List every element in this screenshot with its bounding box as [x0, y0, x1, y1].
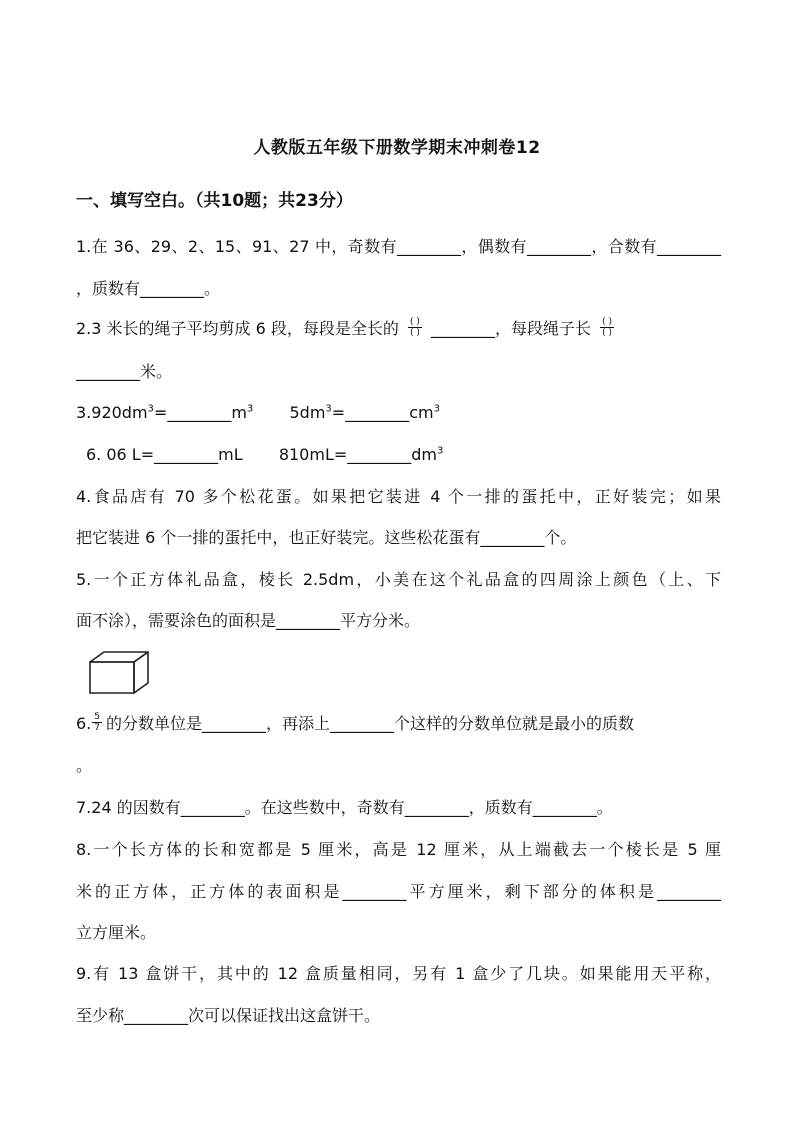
- q3-expr-2: [289, 403, 439, 422]
- q6-fraction-den: 7: [94, 723, 100, 733]
- q3-expr-1a: 3.920dm: [76, 403, 148, 422]
- q3-expr-4: [279, 445, 444, 464]
- q3-expr-1: [76, 403, 253, 422]
- q6-fraction-num: 5: [94, 712, 100, 722]
- cube-front-face: [90, 662, 134, 693]
- q6-line-2: 。: [76, 756, 93, 775]
- q3-exp-5: 3: [437, 445, 444, 457]
- page-title: 人教版五年级下册数学期末冲刺卷12: [253, 138, 541, 158]
- q8-line-2: 米的正方体，正方体的表面积是________平方厘米，剩下部分的体积是________: [76, 882, 721, 901]
- q2-fraction-1-den: ( ): [409, 328, 420, 338]
- q2-text-2: ________，每段绳子长: [430, 319, 591, 338]
- q9-line-2: 至少称________次可以保证找出这盒饼干。: [76, 1006, 381, 1025]
- q2-fraction-1: [408, 317, 422, 338]
- q2-line-1: [76, 318, 721, 340]
- q2-fraction-2-num: ( ): [602, 317, 612, 327]
- section-heading: 一、填写空白。（共10题；共23分）: [76, 191, 353, 211]
- q1-line-1: 1.在 36、29、2、15、91、27 中，奇数有________，偶数有________，合数有________: [76, 237, 721, 256]
- q3-expr-1b: =________m: [153, 403, 247, 422]
- q4-line-1: 4.食品店有 70 多个松花蛋。如果把它装进 4 个一排的蛋托中，正好装完；如果: [76, 487, 721, 506]
- q5-line-1: 5.一个正方体礼品盒，棱长 2.5dm，小美在这个礼品盒的四周涂上颜色（上、下: [76, 570, 721, 589]
- q3-line-2: [86, 444, 731, 466]
- q7-line-1: 7.24 的因数有________。在这些数中，奇数有________，质数有________。: [76, 798, 613, 817]
- q3-expr-2b: =________cm: [331, 403, 434, 422]
- q2-line-2: ________米。: [76, 362, 173, 381]
- q4-line-2: 把它装进 6 个一排的蛋托中，也正好装完。这些松花蛋有________个。: [76, 528, 577, 547]
- q3-line-1: [76, 402, 721, 424]
- q6-text-2: 的分数单位是________，再添上________个这样的分数单位就是最小的质数: [106, 714, 635, 733]
- q1-line-2: ，质数有________。: [76, 279, 221, 298]
- q9-line-1: 9.有 13 盒饼干，其中的 12 盒质量相同，另有 1 盒少了几块。如果能用天平称，: [76, 964, 721, 983]
- q2-fraction-2-den: ( ): [602, 328, 612, 338]
- q5-line-2: 面不涂），需要涂色的面积是________平方分米。: [76, 611, 421, 630]
- q3-exp-3: 3: [325, 403, 332, 415]
- q3-expr-2a: 5dm: [289, 403, 326, 422]
- q3-exp-1: 3: [147, 403, 154, 415]
- q2-fraction-2: [600, 317, 614, 338]
- q3-expr-4a: 810mL=________dm: [278, 445, 437, 464]
- q6-fraction: [92, 712, 102, 733]
- cube-figure: [88, 650, 152, 696]
- q3-expr-3: 6. 06 L=________mL: [86, 445, 243, 464]
- q6-text-1: 6.: [76, 714, 92, 733]
- q8-line-1: 8.一个长方体的长和宽都是 5 厘米，高是 12 厘米，从上端截去一个棱长是 5 厘: [76, 840, 721, 859]
- q8-line-3: 立方厘米。: [76, 923, 157, 942]
- q2-fraction-1-num: ( ): [409, 317, 420, 327]
- q2-text-1: 2.3 米长的绳子平均剪成 6 段，每段是全长的: [76, 319, 399, 338]
- cube-side-face: [134, 652, 148, 693]
- q6-line-1: [76, 713, 721, 735]
- cube-top-face: [90, 652, 148, 662]
- q3-exp-4: 3: [433, 403, 440, 415]
- q3-exp-2: 3: [246, 403, 254, 415]
